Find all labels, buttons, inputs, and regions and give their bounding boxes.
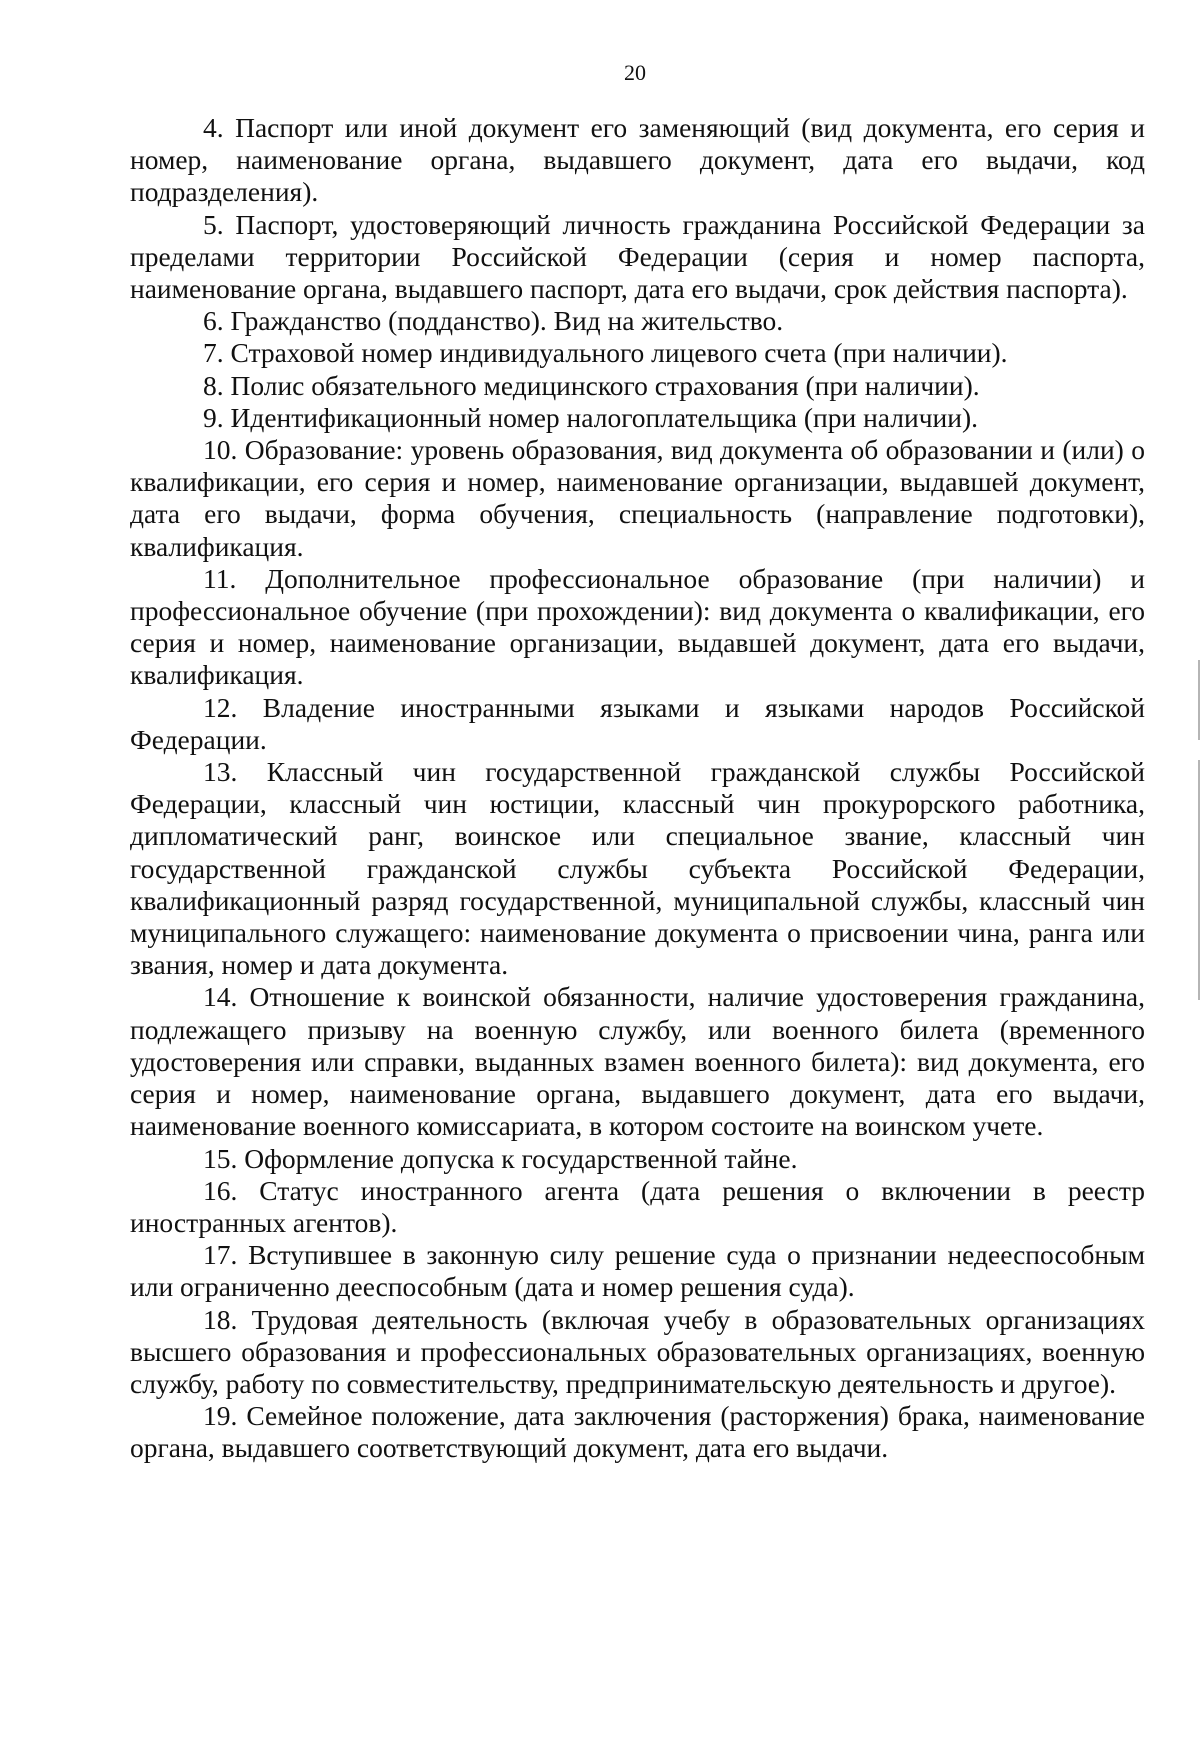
list-item-18: 18. Трудовая деятельность (включая учебу в образовательных организациях высшего образования и профессиональных образовательных организациях, военную службу, работу по совместительству, предпринимательскую деятельность и другое). xyxy=(130,1303,1145,1399)
list-item-7: 7. Страховой номер индивидуального лицевого счета (при наличии). xyxy=(203,337,1008,369)
list-item-11: 11. Дополнительное профессиональное образование (при наличии) и профессиональное обучение (при прохождении): вид документа о квалификации, его серия и номер, наименование организации, выдавшей документ, дата его выдачи, квалификация. xyxy=(130,562,1145,691)
list-item-17: 17. Вступившее в законную силу решение суда о признании недееспособным или ограниченно дееспособным (дата и номер решения суда). xyxy=(130,1239,1145,1303)
list-item-8: 8. Полис обязательного медицинского страхования (при наличии). xyxy=(203,369,980,401)
list-item-9: 9. Идентификационный номер налогоплательщика (при наличии). xyxy=(203,401,978,433)
list-item-15: 15. Оформление допуска к государственной тайне. xyxy=(203,1142,798,1174)
list-item-10: 10. Образование: уровень образования, вид документа об образовании и (или) о квалификации, его серия и номер, наименование организации, выдавшей документ, дата его выдачи, форма обучения, специальность (направление подготовки), квалификация. xyxy=(130,434,1145,562)
list-item-14: 14. Отношение к воинской обязанности, наличие удостоверения гражданина, подлежащего призыву на военную службу, или военного билета (временного удостоверения или справки, выданных взамен военного билета): вид документа, его серия и номер, наименование органа, выдавшего документ, дата его выдачи, наименование военного комиссариата, в котором состоите на воинском учете. xyxy=(130,981,1145,1142)
list-item-19: 19. Семейное положение, дата заключения (расторжения) брака, наименование органа, выдавшего соответствующий документ, дата его выдачи. xyxy=(130,1400,1145,1464)
list-item-5: 5. Паспорт, удостоверяющий личность гражданина Российской Федерации за пределами территории Российской Федерации (серия и номер паспорта, наименование органа, выдавшего паспорт, дата его выдачи, срок действия паспорта). xyxy=(130,208,1145,305)
list-item-13: 13. Классный чин государственной гражданской службы Российской Федерации, классный чин юстиции, классный чин прокурорского работника, дипломатический ранг, воинское или специальное звание, классный чин государственной гражданской службы субъекта Российской Федерации, квалификационный разряд государственной, муниципальной службы, классный чин муниципального служащего: наименование документа о присвоении чина, ранга или звания, номер и дата документа. xyxy=(130,756,1145,981)
list-item-6: 6. Гражданство (подданство). Вид на жительство. xyxy=(203,305,784,337)
document-body xyxy=(130,112,1145,1465)
list-item-4: 4. Паспорт или иной документ его заменяющий (вид документа, его серия и номер, наименование органа, выдавшего документ, дата его выдачи, код подразделения). xyxy=(130,112,1145,208)
list-item-16: 16. Статус иностранного агента (дата решения о включении в реестр иностранных агентов). xyxy=(130,1174,1145,1238)
list-item-12: 12. Владение иностранными языками и языками народов Российской Федерации. xyxy=(130,691,1145,755)
page-number: 20 xyxy=(624,60,646,85)
